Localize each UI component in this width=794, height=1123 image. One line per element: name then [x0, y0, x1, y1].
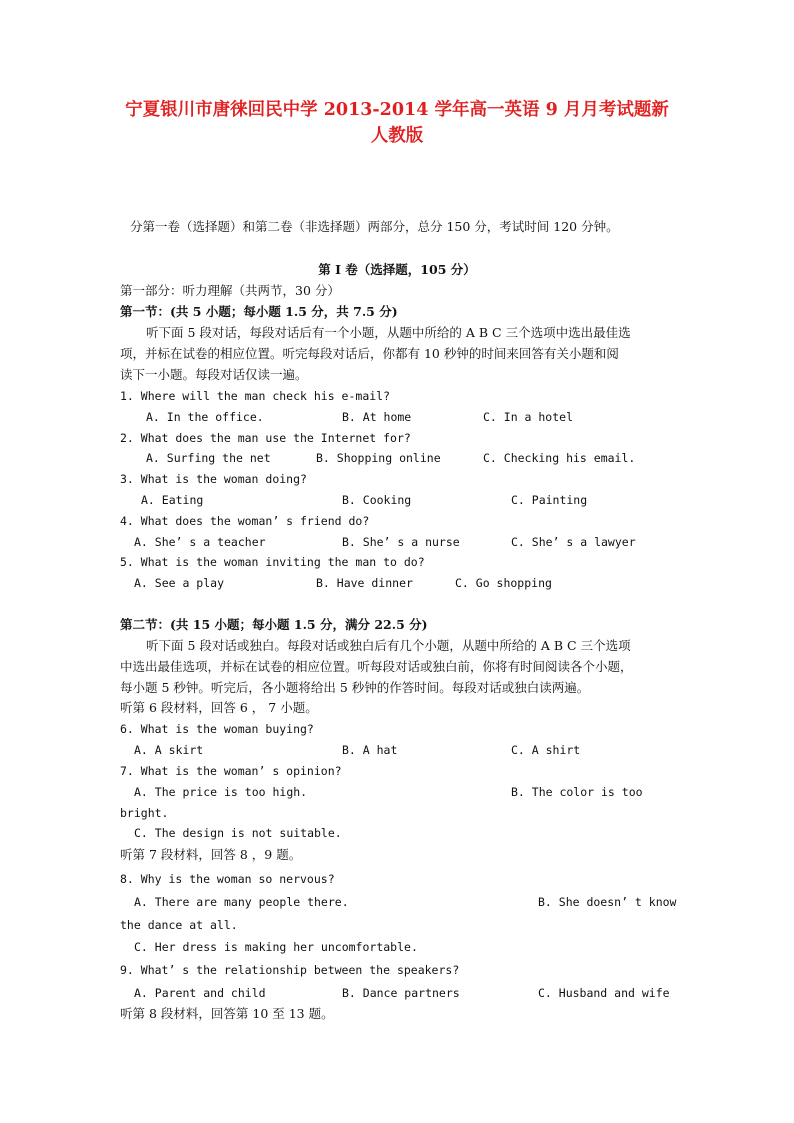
- option-c: C. Checking his email.: [483, 451, 636, 465]
- option-b-continued: the dance at all.: [120, 918, 238, 932]
- question-text: 4. What does the woman’ s friend do?: [120, 514, 370, 528]
- option-c: C. Husband and wife: [538, 986, 670, 1000]
- option-b: B. Cooking: [342, 493, 412, 507]
- option-a: A. Parent and child: [134, 986, 266, 1000]
- option-a: A. Surfing the net: [146, 451, 271, 465]
- question-text: 9. What’ s the relationship between the speakers?: [120, 963, 460, 977]
- material-6-note: 听第 6 段材料，回答 6 ， 7 小题。: [120, 700, 318, 715]
- option-b: B. She doesn’ t know: [538, 895, 677, 909]
- section-1-instruction-line: 听下面 5 段对话，每段对话后有一个小题，从题中所给的 A B C 三个选项中选出最佳选: [146, 325, 631, 340]
- option-a: A. She’ s a teacher: [134, 535, 266, 549]
- section-1-heading: 第一节：(共 5 小题；每小题 1.5 分，共 7.5 分): [120, 304, 398, 319]
- question-text: 6. What is the woman buying?: [120, 722, 314, 736]
- exam-intro: 分第一卷（选择题）和第二卷（非选择题）两部分，总分 150 分，考试时间 120 分钟。: [130, 219, 619, 234]
- question-text: 3. What is the woman doing?: [120, 472, 307, 486]
- option-b: B. She’ s a nurse: [342, 535, 460, 549]
- section-2-instruction-line: 中选出最佳选项，并标在试卷的相应位置。听每段对话或独白前，你将有时间阅读各个小题，: [120, 659, 633, 674]
- option-a: A. A skirt: [134, 743, 204, 757]
- question-text: 1. Where will the man check his e-mail?: [120, 389, 391, 403]
- option-b: B. The color is too: [511, 785, 643, 799]
- option-a: A. Eating: [141, 493, 204, 507]
- option-c: C. A shirt: [511, 743, 581, 757]
- volume-1-heading: 第 I 卷（选择题，105 分）: [318, 262, 476, 277]
- document-title-line-2: 人教版: [370, 126, 424, 146]
- option-c: C. In a hotel: [483, 410, 574, 424]
- question-text: 7. What is the woman’ s opinion?: [120, 764, 342, 778]
- question-text: 8. Why is the woman so nervous?: [120, 872, 335, 886]
- section-2-heading: 第二节：(共 15 小题；每小题 1.5 分，满分 22.5 分): [120, 617, 428, 632]
- option-b: B. Have dinner: [316, 576, 413, 590]
- option-a: A. See a play: [134, 576, 225, 590]
- section-2-instruction-line: 听下面 5 段对话或独白。每段对话或独白后有几个小题，从题中所给的 A B C 三个选项: [146, 638, 631, 653]
- document-title-line-1: 宁夏银川市唐徕回民中学 2013-2014 学年高一英语 9 月月考试题新: [125, 100, 669, 120]
- option-a: A. The price is too high.: [134, 785, 308, 799]
- material-7-note: 听第 7 段材料，回答 8 ，9 题。: [120, 847, 302, 862]
- option-b: B. At home: [342, 410, 412, 424]
- option-b: B. Dance partners: [342, 986, 460, 1000]
- option-c: C. The design is not suitable.: [134, 826, 342, 840]
- part-1-heading: 第一部分：听力理解（共两节，30 分）: [120, 283, 340, 298]
- option-c: C. Go shopping: [455, 576, 552, 590]
- section-1-instruction-line: 项，并标在试卷的相应位置。听完每段对话后，你都有 10 秒钟的时间来回答有关小题和阅: [120, 346, 619, 361]
- section-2-instruction-line: 每小题 5 秒钟。听完后，各小题将给出 5 秒钟的作答时间。每段对话或独白读两遍。: [120, 680, 590, 695]
- option-c: C. Her dress is making her uncomfortable.: [134, 940, 418, 954]
- question-text: 2. What does the man use the Internet for?: [120, 431, 411, 445]
- material-8-note: 听第 8 段材料，回答第 10 至 13 题。: [120, 1006, 334, 1021]
- option-c: C. Painting: [511, 493, 588, 507]
- option-b: B. A hat: [342, 743, 398, 757]
- option-a: A. In the office.: [146, 410, 264, 424]
- option-b-continued: bright.: [120, 806, 169, 820]
- section-1-instruction-line: 读下一小题。每段对话仅读一遍。: [120, 367, 308, 382]
- question-text: 5. What is the woman inviting the man to do?: [120, 555, 425, 569]
- option-a: A. There are many people there.: [134, 895, 349, 909]
- option-c: C. She’ s a lawyer: [511, 535, 636, 549]
- option-b: B. Shopping online: [316, 451, 441, 465]
